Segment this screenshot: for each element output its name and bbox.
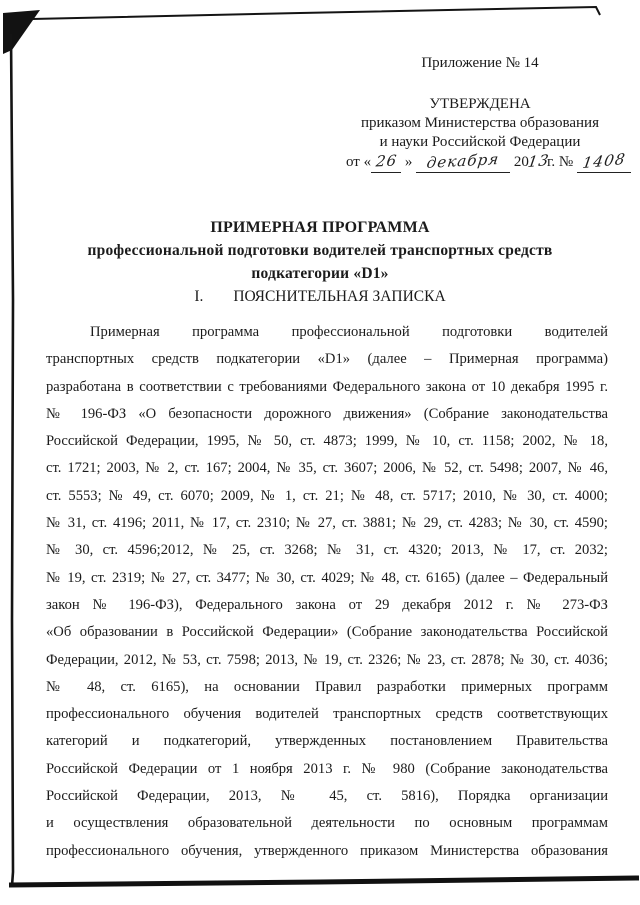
paragraph-line: и осуществления образовательной деятельности по основным программам	[46, 815, 608, 832]
paragraph-line: № 48, ст. 6165), на основании Правил разработки примерных программ	[46, 678, 608, 695]
year-suffix: г. №	[546, 154, 574, 170]
paragraph-line: № 196-ФЗ «О безопасности дорожного движения» (Собрание законодательства	[46, 405, 608, 422]
title-line1: ПРИМЕРНАЯ ПРОГРАММА	[210, 219, 430, 236]
date-prefix: от «	[346, 154, 372, 170]
paragraph-line: № 31, ст. 4196; 2011, № 17, ст. 2310; № 27, ст. 3881; № 29, ст. 4283; № 30, ст. 4590;	[46, 515, 608, 532]
approved-stamp-word: УТВЕРЖДЕНА	[429, 96, 531, 112]
approved-by-line2: и науки Российской Федерации	[379, 134, 581, 150]
paragraph-line: Федерации, 2012, № 53, ст. 7598; 2013, № 19, ст. 2326; № 23, ст. 2878; № 30, ст. 4036;	[46, 651, 608, 668]
date-close-quote: »	[404, 154, 413, 170]
paragraph-line: ст. 1721; 2003, № 2, ст. 167; 2004, № 35, ст. 3607; 2006, № 52, ст. 5498; 2007, № 46,	[46, 460, 608, 477]
section-heading	[0, 288, 640, 306]
paragraph-line: Российской Федерации от 1 ноября 2013 г. № 980 (Собрание законодательства	[46, 760, 608, 777]
paragraph-line: ст. 5553; № 49, ст. 6070; 2009, № 1, ст. 21; № 48, ст. 5717; 2010, № 30, ст. 4000;	[46, 487, 608, 504]
paragraph-line: № 30, ст. 4596;2012, № 25, ст. 3268; № 31, ст. 4320; 2013, № 17, ст. 2032;	[46, 542, 608, 559]
handwritten-order-number: 1408	[577, 152, 631, 173]
paragraph-line: разработана в соответствии с требованиями Федерального закона от 10 декабря 1995 г.	[46, 378, 608, 395]
appendix-number: Приложение № 14	[421, 55, 539, 71]
order-date-line	[346, 149, 628, 173]
approval-block	[346, 54, 628, 173]
paragraph-line: профессионального обучения, утвержденного приказом Министерства образования	[46, 842, 608, 859]
paragraph-line: профессионального обучения водителей транспортных средств соответствующих	[46, 706, 608, 723]
paragraph-line: закон № 196-ФЗ), Федерального закона от 29 декабря 2012 г. № 273-ФЗ	[46, 596, 608, 613]
title-line2: профессиональной подготовки водителей транспортных средств	[87, 242, 553, 259]
paragraph-line: № 19, ст. 2319; № 27, ст. 3477; № 30, ст. 4029; № 48, ст. 6165) (далее – Федеральный	[46, 569, 608, 586]
section-title: ПОЯСНИТЕЛЬНАЯ ЗАПИСКА	[233, 288, 446, 305]
section-numeral: I.	[194, 288, 204, 305]
approved-by-line1: приказом Министерства образования	[361, 115, 599, 131]
handwritten-month: декабря	[416, 152, 510, 173]
paragraph-line: Примерная программа профессиональной подготовки водителей	[90, 324, 608, 340]
document-title	[0, 216, 640, 285]
body-text	[46, 319, 608, 865]
handwritten-year: 13	[526, 150, 551, 172]
handwritten-day: 26	[371, 152, 401, 173]
paragraph-line: категорий и подкатегорий, утвержденных постановлением Правительства	[46, 733, 608, 750]
paragraph-line: транспортных средств подкатегории «D1» (далее – Примерная программа)	[46, 351, 608, 368]
paragraph-line: Российской Федерации, 1995, № 50, ст. 4873; 1999, № 10, ст. 1158; 2002, № 18,	[46, 433, 608, 450]
title-line3: подкатегории «D1»	[251, 265, 389, 282]
paragraph-line: «Об образовании в Российской Федерации» (Собрание законодательства Российской	[46, 624, 608, 641]
year-printed: 20	[513, 154, 529, 170]
paragraph-line: Российской Федерации, 2013, № 45, ст. 5816), Порядка организации	[46, 788, 608, 805]
